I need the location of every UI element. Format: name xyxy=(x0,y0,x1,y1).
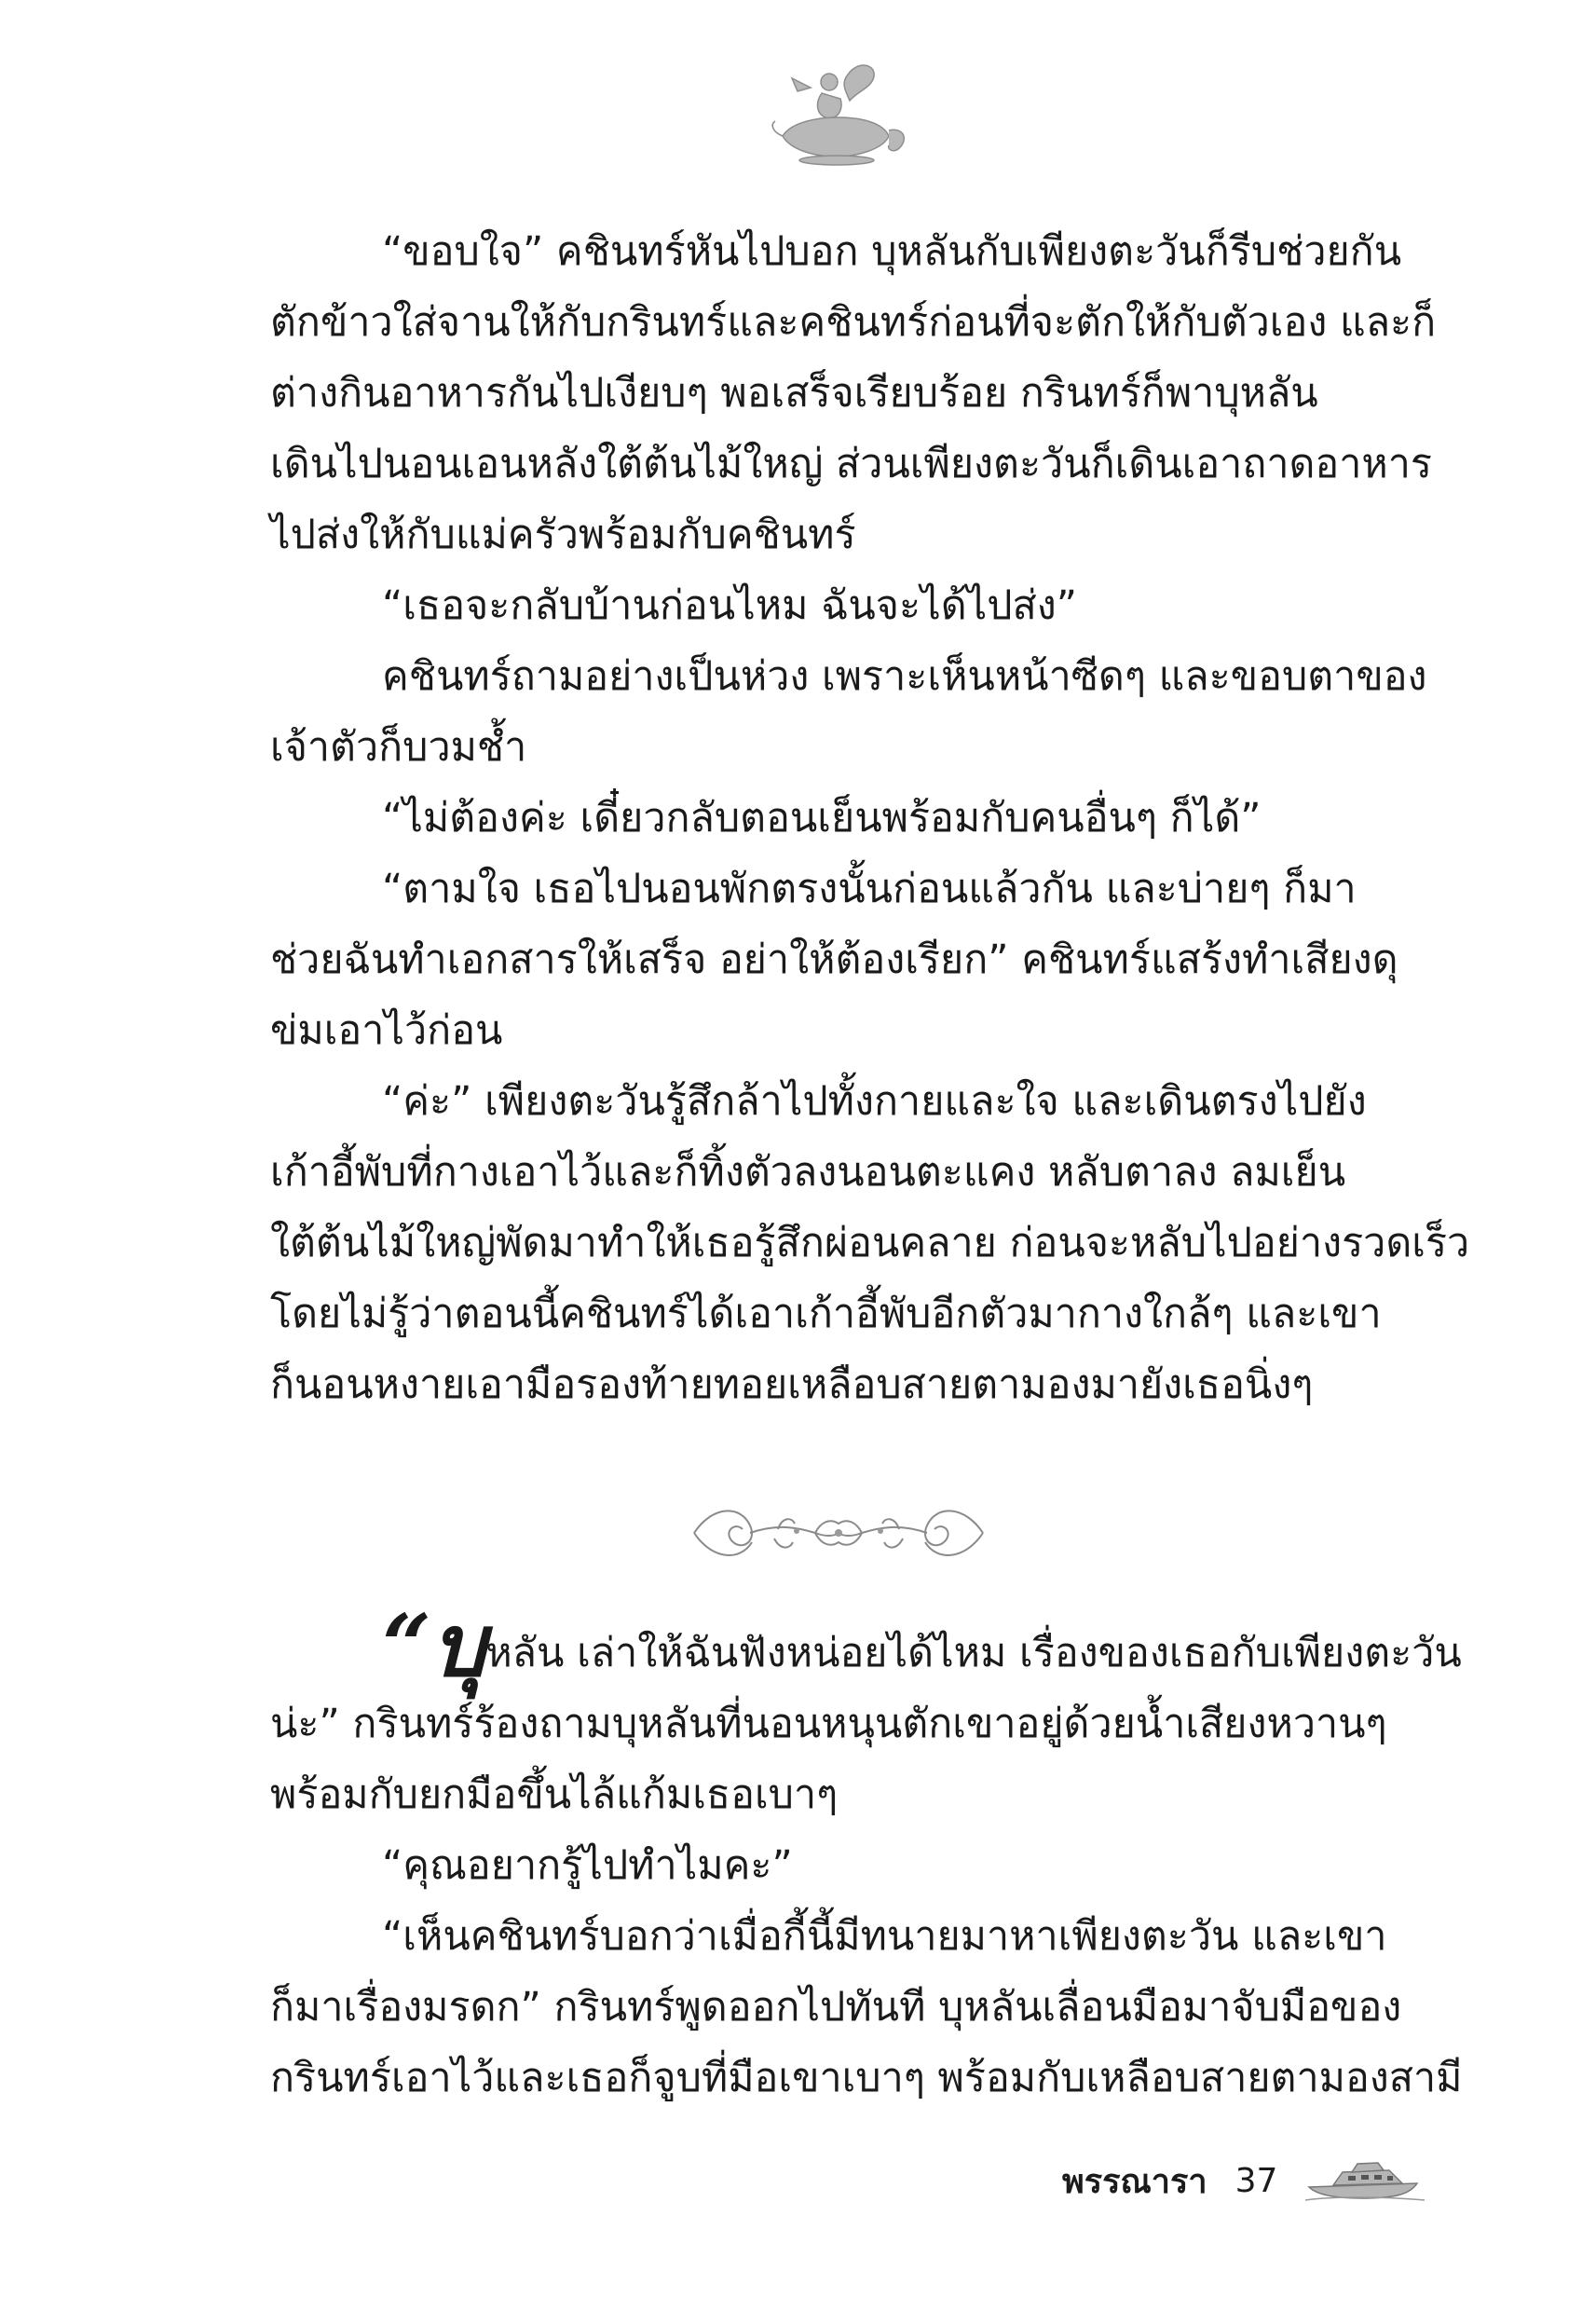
text-line: ช่วยฉันทำเอกสารให้เสร็จ อย่าให้ต้องเรียก” คชินทร์แสร้งทำเสียงดุ xyxy=(270,937,1398,983)
text-line: ก็มาเรื่องมรดก” กรินทร์พูดออกไปทันที บุหลันเลื่อนมือมาจับมือของ xyxy=(270,1984,1402,2031)
text-line: เดินไปนอนเอนหลังใต้ต้นไม้ใหญ่ ส่วนเพียงตะวันก็เดินเอาถาดอาหาร xyxy=(270,441,1432,487)
text-line: “ตามใจ เธอไปนอนพักตรงนั้นก่อนแล้วกัน และบ่ายๆ ก็มา xyxy=(382,866,1357,912)
text-line: เก้าอี้พับที่กางเอาไว้และก็ทิ้งตัวลงนอนตะแคง หลับตาลง ลมเย็น xyxy=(270,1149,1346,1196)
paragraph xyxy=(270,854,1416,1066)
paragraph xyxy=(270,1901,1463,2113)
page-footer xyxy=(1062,2153,1426,2208)
text-line: โดยไม่รู้ว่าตอนนี้คชินทร์ได้เอาเก้าอี้พับอีกตัวมากางใกล้ๆ และเขา xyxy=(270,1291,1382,1337)
text-line: ต่างกินอาหารกันไปเงียบๆ พอเสร็จเรียบร้อย กรินทร์ก็พาบุหลัน xyxy=(270,370,1318,417)
paragraph xyxy=(270,1830,1416,1901)
floral-divider-icon xyxy=(685,1496,992,1568)
text-line: ตักข้าวใส่จานให้กับกรินทร์และคชินทร์ก่อนที่จะตักให้กับตัวเอง และก็ xyxy=(270,299,1437,346)
paragraph xyxy=(270,1595,1462,1830)
text-line: “เห็นคชินทร์บอกว่าเมื่อกี้นี้มีทนายมาหาเพียงตะวัน และเขา xyxy=(382,1913,1387,1960)
text-line: พร้อมกับยกมือขึ้นไล้แก้มเธอเบาๆ xyxy=(270,1771,839,1818)
yacht-icon xyxy=(1305,2159,1426,2202)
paragraph xyxy=(270,216,1437,570)
text-line: “ไม่ต้องค่ะ เดี๋ยวกลับตอนเย็นพร้อมกับคนอื่นๆ ก็ได้” xyxy=(382,795,1262,841)
page-number: 37 xyxy=(1235,2161,1278,2200)
text-line: ใต้ต้นไม้ใหญ่พัดมาทำให้เธอรู้สึกผ่อนคลาย ก่อนจะหลับไปอย่างรวดเร็ว xyxy=(270,1220,1470,1266)
text-line: “ค่ะ” เพียงตะวันรู้สึกล้าไปทั้งกายและใจ และเดินตรงไปยัง xyxy=(382,1078,1367,1125)
text-line-rest: หลัน เล่าให้ฉันฟังหน่อยได้ไหม เรื่องของเธอกับเพียงตะวัน xyxy=(485,1630,1462,1676)
cupid-teapot-ornament-icon xyxy=(764,56,913,168)
text-line: ไปส่งให้กับแม่ครัวพร้อมกับคชินทร์ xyxy=(270,512,856,558)
text-line: คชินทร์ถามอย่างเป็นห่วง เพราะเห็นหน้าซีดๆ และขอบตาของ xyxy=(382,653,1427,700)
paragraph xyxy=(270,783,1416,854)
text-line xyxy=(270,1595,1462,1696)
text-line: น่ะ” กรินทร์ร้องถามบุหลันที่นอนหนุนตักเขาอยู่ด้วยน้ำเสียงหวานๆ xyxy=(270,1701,1387,1747)
text-line: กรินทร์เอาไว้และเธอก็จูบที่มือเขาเบาๆ พร้อมกับเหลือบสายตามองสามี xyxy=(270,2055,1463,2101)
text-line: “ขอบใจ” คชินทร์หันไปบอก บุหลันกับเพียงตะวันก็รีบช่วยกัน xyxy=(382,228,1402,275)
text-line: “เธอจะกลับบ้านก่อนไหม ฉันจะได้ไปส่ง” xyxy=(382,582,1078,629)
text-line: “คุณอยากรู้ไปทำไมคะ” xyxy=(382,1842,793,1889)
book-title: พรรณารา xyxy=(1062,2162,1207,2201)
drop-cap: “บุ xyxy=(382,1595,486,1696)
text-line: เจ้าตัวก็บวมช้ำ xyxy=(270,724,527,771)
text-block-top xyxy=(270,216,1470,1420)
paragraph xyxy=(270,570,1416,641)
paragraph xyxy=(270,1066,1470,1420)
paragraph xyxy=(270,641,1427,783)
text-line: ก็นอนหงายเอามือรองท้ายทอยเหลือบสายตามองมายังเธอนิ่งๆ xyxy=(270,1361,1314,1408)
text-line: ข่มเอาไว้ก่อน xyxy=(270,1007,503,1054)
text-block-bottom xyxy=(270,1595,1463,2113)
